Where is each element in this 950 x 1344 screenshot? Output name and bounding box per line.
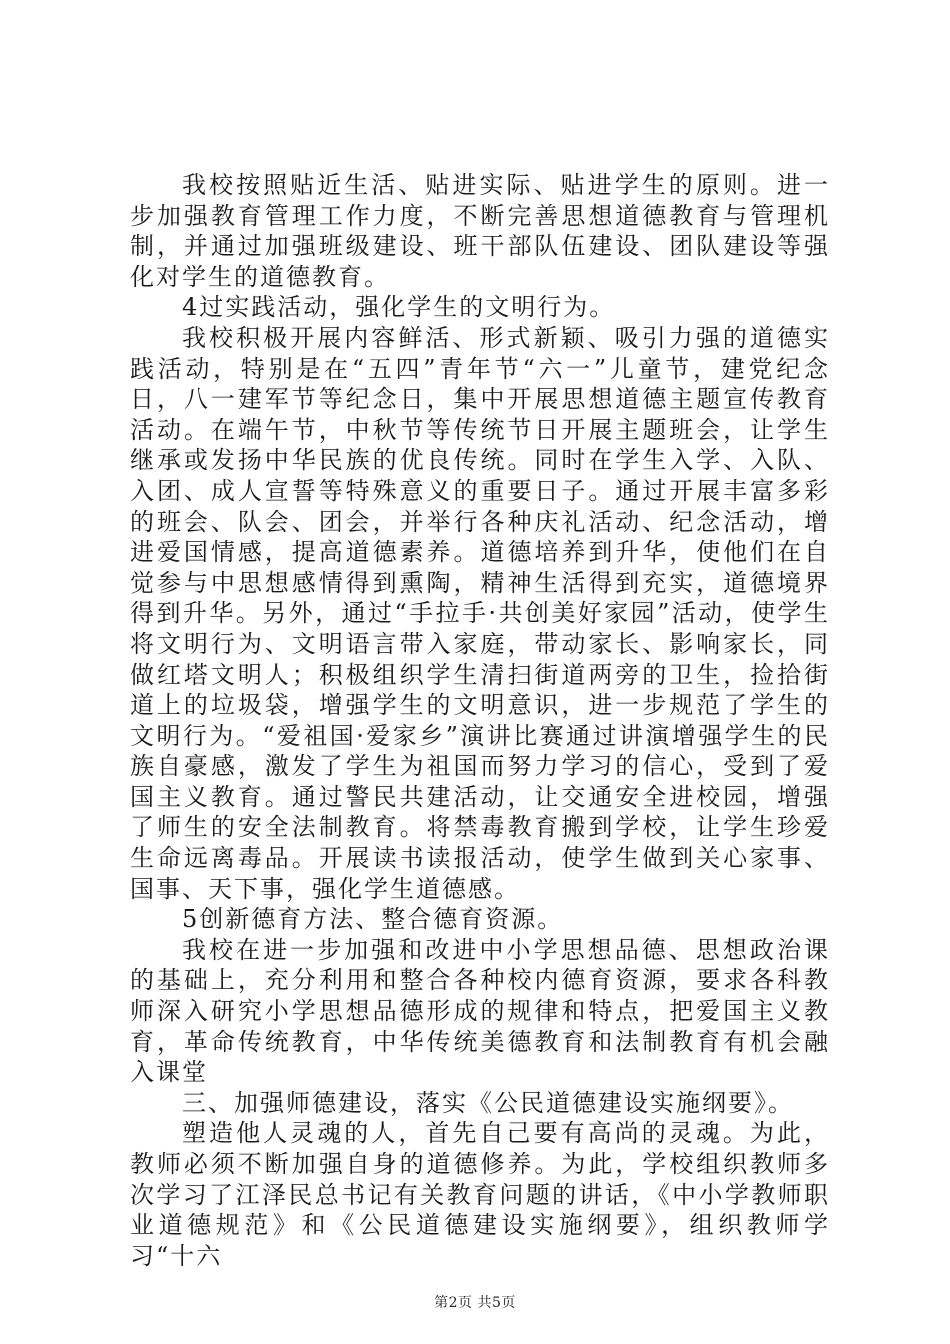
paragraph-7: 塑造他人灵魂的人，首先自己要有高尚的灵魂。为此，教师必须不断加强自身的道德修养。为此，学校组织教师多次学习了江泽民总书记有关教育问题的讲话，《中小学教师职业道德规范》和《公民道德建设实施纲要》，组织教师学习“十六 [130,1119,830,1270]
paragraph-4-heading: 5创新德育方法、整合德育资源。 [182,905,564,934]
document-body [130,170,830,1271]
paragraph-5: 我校在进一步加强和改进中小学思想品德、思想政治课的基础上，充分利用和整合各种校内德育资源，要求各科教师深入研究小学思想品德形成的规律和特点，把爱国主义教育，革命传统教育，中华传统美德教育和法制教育有机会融入课堂 [130,935,830,1087]
page-number-footer: 第2页 共5页 [434,1295,516,1311]
paragraph-2-heading: 4过实践活动，强化学生的文明行为。 [182,293,616,322]
paragraph-1: 我校按照贴近生活、贴进实际、贴进学生的原则。进一步加强教育管理工作力度，不断完善思想道德教育与管理机制，并通过加强班级建设、班干部队伍建设、团队建设等强化对学生的道德教育。 [130,171,830,291]
paragraph-3: 我校积极开展内容鲜活、形式新颖、吸引力强的道德实践活动，特别是在“五四”青年节“六一”儿童节，建党纪念日，八一建军节等纪念日，集中开展思想道德主题宣传教育活动。在端午节，中秋节等传统节日开展主题班会，让学生继承或发扬中华民族的优良传统。同时在学生入学、入队、入团、成人宣誓等特殊意义的重要日子。通过开展丰富多彩的班会、队会、团会，并举行各种庆礼活动、纪念活动，增进爱国情感，提高道德素养。道德培养到升华，使他们在自觉参与中思想感情得到熏陶，精神生活得到充实，道德境界得到升华。另外，通过“手拉手·共创美好家园”活动，使学生将文明行为、文明语言带入家庭，带动家长、影响家长，同做红塔文明人；积极组织学生清扫街道两旁的卫生，捡拾街道上的垃圾袋，增强学生的文明意识，进一步规范了学生的文明行为。“爱祖国·爱家乡”演讲比赛通过讲演增强学生的民族自豪感，激发了学生为祖国而努力学习的信心，受到了爱国主义教育。通过警民共建活动，让交通安全进校园，增强了师生的安全法制教育。将禁毒教育搬到学校，让学生珍爱生命远离毒品。开展读书读报活动，使学生做到关心家事、国事、天下事，强化学生道德感。 [130,323,830,903]
paragraph-6-heading: 三、加强师德建设，落实《公民道德建设实施纲要》。 [182,1088,794,1117]
